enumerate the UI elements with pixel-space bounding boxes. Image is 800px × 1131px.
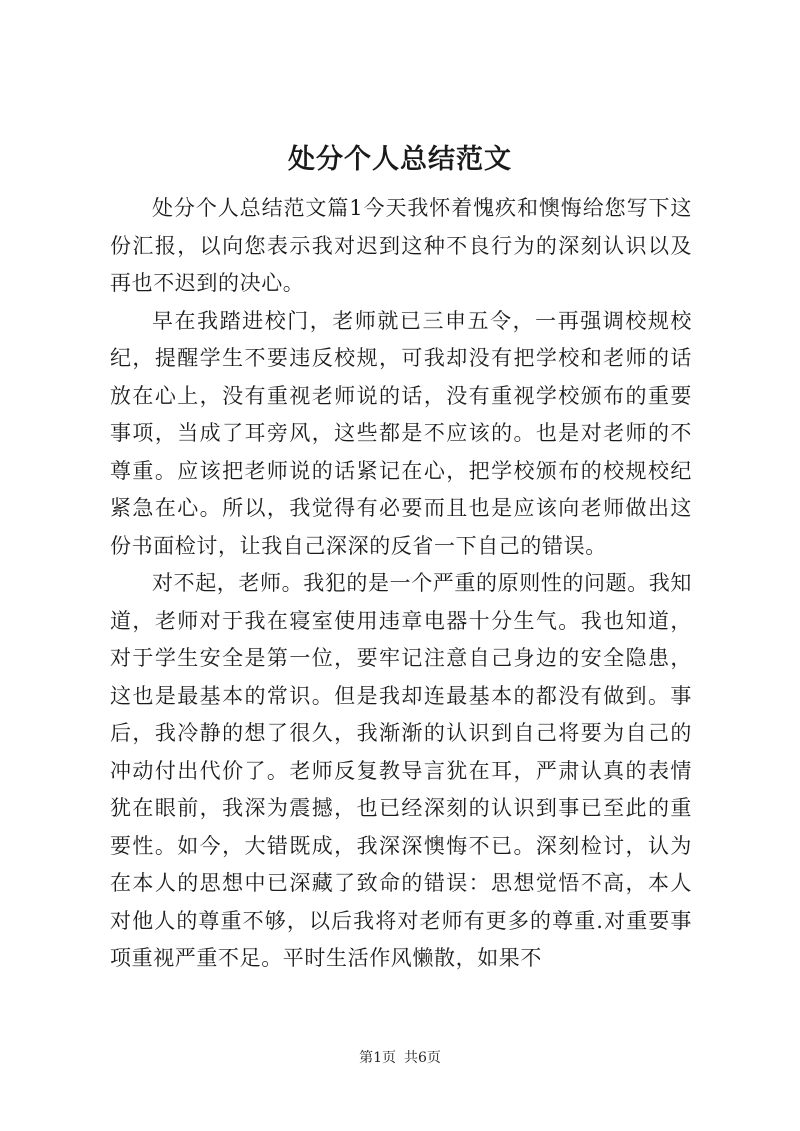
document-body bbox=[110, 190, 692, 978]
paragraph-2: 早在我踏进校门，老师就已三申五令，一再强调校规校纪，提醒学生不要违反校规，可我却没有把学校和老师的话放在心上，没有重视老师说的话，没有重视学校颁布的重要事项，当成了耳旁风，这些都是不应该的。也是对老师的不尊重。应该把老师说的话紧记在心，把学校颁布的校规校纪紧急在心。所以，我觉得有必要而且也是应该向老师做出这份书面检讨，让我自己深深的反省一下自己的错误。 bbox=[110, 308, 692, 558]
page-total: 共6页 bbox=[404, 1050, 441, 1066]
paragraph-1: 处分个人总结范文篇1今天我怀着愧疚和懊悔给您写下这份汇报，以向您表示我对迟到这种不良行为的深刻认识以及再也不迟到的决心。 bbox=[110, 196, 692, 295]
page-title: 处分个人总结范文 bbox=[288, 144, 512, 175]
paragraph-3: 对不起，老师。我犯的是一个严重的原则性的问题。我知道，老师对于我在寝室使用违章电器十分生气。我也知道，对于学生安全是第一位，要牢记注意自己身边的安全隐患，这也是最基本的常识。但是我却连最基本的都没有做到。事后，我冷静的想了很久，我渐渐的认识到自己将要为自己的冲动付出代价了。老师反复教导言犹在耳，严肃认真的表情犹在眼前，我深为震撼，也已经深刻的认识到事已至此的重要性。如今，大错既成，我深深懊悔不已。深刻检讨，认为在本人的思想中已深藏了致命的错误：思想觉悟不高，本人对他人的尊重不够，以后我将对老师有更多的尊重.对重要事项重视严重不足。平时生活作风懒散，如果不 bbox=[110, 571, 692, 970]
page-number: 第1页 bbox=[359, 1050, 396, 1066]
page-footer bbox=[0, 1048, 800, 1068]
